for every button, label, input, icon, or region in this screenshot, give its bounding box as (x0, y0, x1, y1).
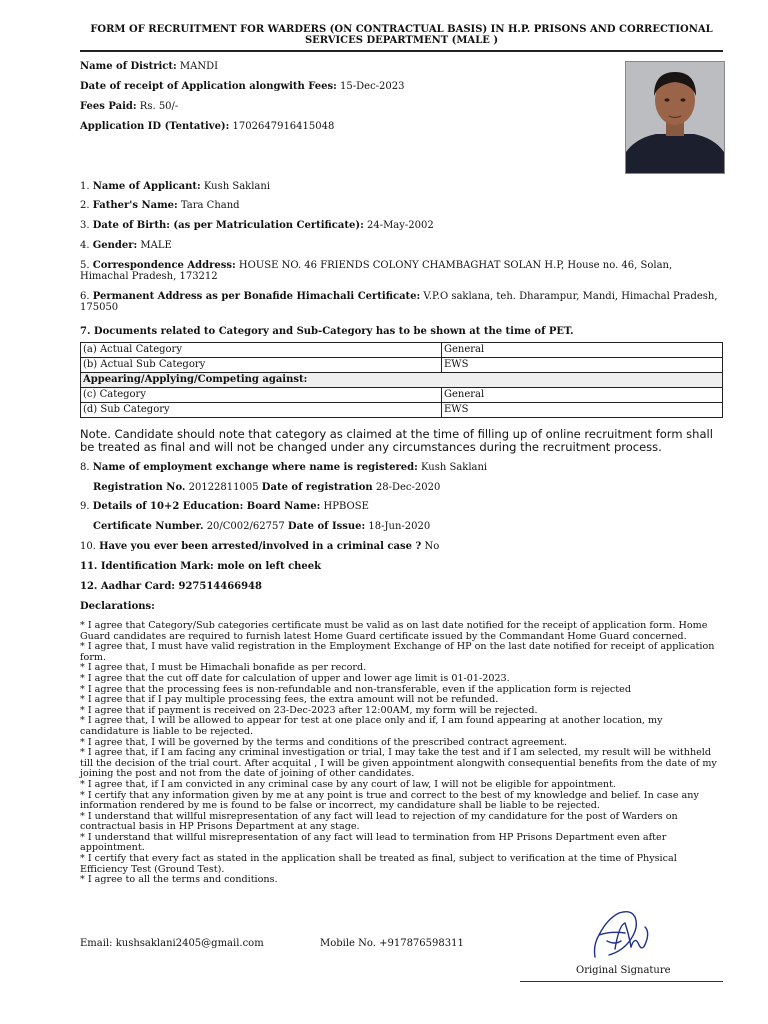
table-cell: EWS (442, 403, 723, 418)
fees-row (80, 101, 178, 113)
permanent-address-value: V.P.O saklana, teh. Dharampur, Mandi, Himachal Pradesh, 175050 (80, 291, 718, 313)
category-heading-text: 7. Documents related to Category and Sub-Category has to be shown at the time of PET. (80, 326, 574, 337)
form-title: FORM OF RECRUITMENT FOR WARDERS (ON CONTRACTUAL BASIS) IN H.P. PRISONS AND CORRECTIONAL SERVICES DEPARTMENT (MALE ) (90, 24, 713, 46)
issue-date-value: 18-Jun-2020 (368, 521, 431, 532)
application-id-label: Application ID (Tentative): (80, 121, 230, 132)
header-divider (80, 50, 723, 52)
item-number: 6. (80, 291, 90, 302)
criminal-case-row (80, 541, 439, 553)
table-subheading-row (81, 373, 723, 388)
employment-exchange-row (80, 462, 487, 474)
item-number: 4. (80, 240, 90, 251)
employment-exchange-value: Kush Saklani (421, 462, 488, 473)
aadhar-card: 12. Aadhar Card: 927514466948 (80, 581, 262, 592)
father-name-value: Tara Chand (180, 200, 240, 211)
applicant-name-row (80, 181, 270, 193)
declaration-item: * I understand that willful misrepresentation of any fact will lead to termination from HP Prisons Department even after appointment. (80, 831, 667, 854)
father-name-row (80, 200, 240, 212)
table-cell: General (442, 343, 723, 358)
item-number: 2. (80, 200, 90, 211)
item-number: 3. (80, 220, 90, 231)
identification-mark-row (80, 561, 321, 573)
registration-row (93, 482, 440, 494)
issue-date-label: Date of Issue: (287, 521, 366, 532)
declaration-item: * I agree that if I pay multiple processing fees, the extra amount will not be refunded. (80, 694, 499, 706)
education-row (80, 501, 369, 513)
declarations-heading-text: Declarations: (80, 601, 155, 612)
category-heading (80, 326, 574, 338)
declaration-item: * I agree that, I must have valid registration in the Employment Exchange of HP on the last date notified for receipt of application form. (80, 641, 715, 663)
board-name-value: HPBOSE (323, 501, 369, 512)
declaration-item: * I agree that the processing fees is non-refundable and non-transferable, even if the application form is rejected (80, 683, 631, 695)
registration-no-value: 20122811005 (188, 482, 259, 493)
declarations-list (80, 621, 723, 886)
gender-value: MALE (140, 240, 172, 251)
applicant-name-label: Name of Applicant: (92, 181, 201, 192)
registration-date-value: 28-Dec-2020 (375, 482, 441, 493)
permanent-address-label: Permanent Address as per Bonafide Himachali Certificate: (92, 291, 421, 302)
declaration-item: * I agree that, I will be allowed to appear for test at one place only and if, I am found appearing at another location, my candidature is liable to be rejected. (80, 715, 663, 737)
table-row (81, 343, 723, 358)
criminal-case-label: Have you ever been arrested/involved in a criminal case ? (99, 541, 422, 552)
declarations-heading (80, 601, 155, 613)
gender-label: Gender: (92, 240, 138, 251)
table-cell: (a) Actual Category (81, 343, 442, 358)
district-row (80, 61, 218, 73)
certificate-number-label: Certificate Number. (93, 521, 204, 532)
fees-label: Fees Paid: (80, 101, 137, 112)
table-cell: EWS (442, 358, 723, 373)
district-value: MANDI (179, 61, 219, 72)
declaration-item: * I agree that if payment is received on 23-Dec-2023 after 12:00AM, my form will be rejected. (80, 704, 538, 716)
item-number: 10. (80, 541, 96, 552)
signature-label: Original Signature (576, 965, 671, 976)
declaration-item: * I certify that any information given by me at any point is true and correct to the best of my knowledge and belief. In case any information rendered by me is found to be false or incorrect, my candidature shall be liable to be rejected. (80, 789, 699, 812)
item-number: 1. (80, 181, 90, 192)
table-row (81, 388, 723, 403)
table-cell: (c) Category (81, 388, 442, 403)
declaration-item: * I agree that the cut off date for calculation of upper and lower age limit is 01-01-2023. (80, 672, 510, 684)
item-number: 9. (80, 501, 90, 512)
receipt-label: Date of receipt of Application alongwith Fees: (80, 81, 337, 92)
dob-label: Date of Birth: (as per Matriculation Certificate): (92, 220, 364, 231)
email: Email: kushsaklani2405@gmail.com (80, 938, 264, 949)
correspondence-address-label: Correspondence Address: (92, 260, 236, 271)
table-cell: (d) Sub Category (81, 403, 442, 418)
correspondence-address-row (80, 261, 720, 282)
signature-line (520, 981, 723, 982)
dob-row (80, 220, 434, 232)
application-id-value: 1702647916415048 (232, 121, 335, 132)
receipt-value: 15-Dec-2023 (340, 81, 405, 92)
gender-row (80, 240, 172, 252)
declaration-item: * I understand that willful misrepresentation of any fact will lead to rejection of my candidature for the post of Warders on contractual basis in HP Prisons Department at any stage. (80, 810, 678, 833)
declaration-item: * I agree that, if I am convicted in any criminal case by any court of law, I will not be eligible for appointment. (80, 778, 616, 790)
item-number: 5. (80, 260, 90, 271)
declaration-item: * I agree to all the terms and conditions. (80, 874, 278, 886)
employment-exchange-label: Name of employment exchange where name is registered: (92, 462, 418, 473)
declaration-item: * I agree that Category/Sub categories certificate must be valid as on last date notified for the receipt of application form. Home Guard candidates are required to furnish latest Home Guard certificate issued by the Commandant Home Guard concerned. (80, 620, 708, 642)
application-id-row (80, 121, 334, 133)
category-note: Note. Candidate should note that category as claimed at the time of filling up of online recruitment form shall be treated as final and will not be changed under any circumstances during the recruitment process. (80, 427, 713, 454)
dob-value: 24-May-2002 (366, 220, 434, 231)
table-row (81, 403, 723, 418)
applicant-photo (625, 61, 725, 174)
criminal-case-value: No (424, 541, 440, 552)
certificate-row (93, 521, 430, 533)
registration-no-label: Registration No. (93, 482, 186, 493)
declaration-item: * I agree that, I must be Himachali bonafide as per record. (80, 662, 367, 674)
applicant-photo-image (626, 62, 724, 173)
father-name-label: Father's Name: (92, 200, 178, 211)
aadhar-row (80, 581, 262, 593)
mobile-number: Mobile No. +917876598311 (320, 938, 464, 949)
registration-date-label: Date of registration (261, 482, 373, 493)
fees-value: Rs. 50/- (139, 101, 179, 112)
declaration-item: * I agree that, I will be governed by the terms and conditions of the prescribed contract agreement. (80, 736, 568, 748)
table-cell: (b) Actual Sub Category (81, 358, 442, 373)
category-table (80, 342, 723, 418)
item-number: 8. (80, 462, 90, 473)
declaration-item: * I certify that every fact as stated in the application shall be treated as final, subject to verification at the time of Physical Efficiency Test (Ground Test). (80, 853, 677, 875)
permanent-address-row (80, 292, 720, 313)
district-label: Name of District: (80, 61, 177, 72)
table-cell: General (442, 388, 723, 403)
declaration-item: * I agree that, if I am facing any criminal investigation or trial, I may take the test and if I am selected, my result will be withheld till the decision of the trial court. After acquital , I will be given appointment alongwith consequential benefits from the date of my joining the post and not from the date of joining of other candidates. (80, 747, 717, 780)
correspondence-address-value: HOUSE NO. 46 FRIENDS COLONY CHAMBAGHAT SOLAN H.P, House no. 46, Solan, Himachal Pradesh, 173212 (80, 260, 673, 282)
identification-mark: 11. Identification Mark: mole on left cheek (80, 561, 322, 572)
certificate-number-value: 20/C002/62757 (206, 521, 285, 532)
table-row (81, 358, 723, 373)
education-label: Details of 10+2 Education: Board Name: (92, 501, 321, 512)
handwritten-signature (585, 905, 655, 965)
receipt-row (80, 81, 405, 93)
table-subheading: Appearing/Applying/Competing against: (81, 373, 723, 388)
applicant-name-value: Kush Saklani (203, 181, 271, 192)
